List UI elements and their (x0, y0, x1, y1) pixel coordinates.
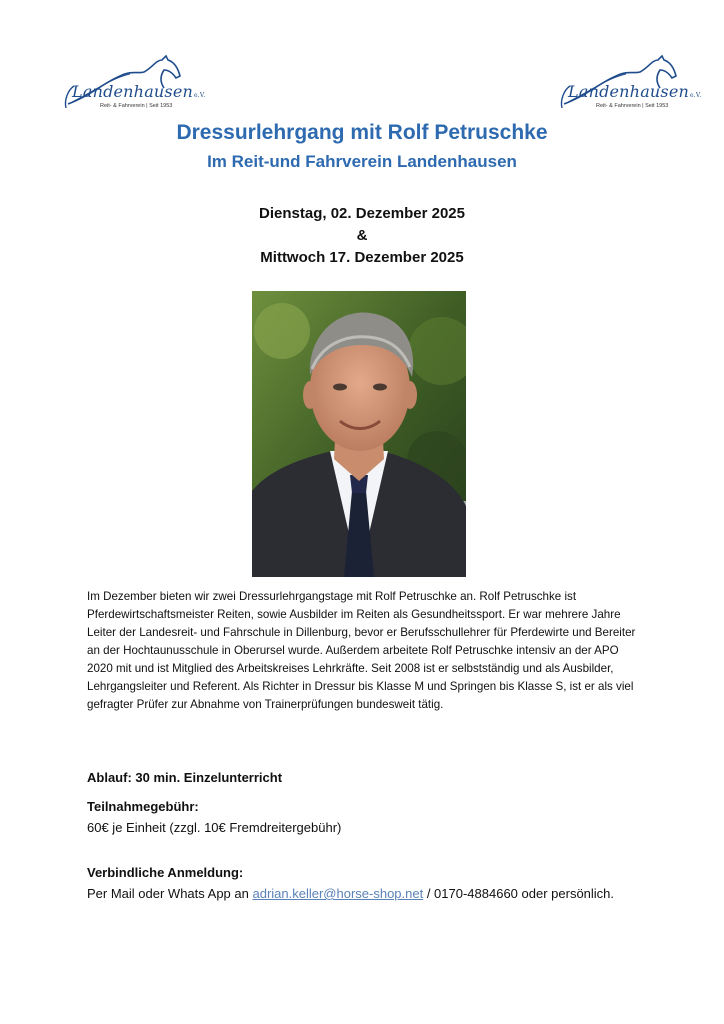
date-line-2: Mittwoch 17. Dezember 2025 (260, 249, 464, 266)
page-subtitle: Im Reit-und Fahrverein Landenhausen (207, 152, 517, 171)
trainer-biography (87, 588, 647, 714)
trainer-photo (252, 291, 466, 577)
fee-text: 60€ je Einheit (zzgl. 10€ Fremdreitergebühr) (87, 820, 342, 835)
club-logo-right (556, 52, 702, 118)
logo-brand-text: Landenhausene.V. (568, 82, 702, 101)
portrait-photo-icon (252, 291, 466, 577)
date-line-1: Dienstag, 02. Dezember 2025 (259, 205, 465, 222)
email-link[interactable]: adrian.keller@horse-shop.net (252, 886, 424, 901)
page-title: Dressurlehrgang mit Rolf Petruschke (176, 121, 548, 144)
club-logo-left (60, 52, 206, 118)
fee-label: Teilnahmegebühr: (87, 799, 199, 814)
logo-tagline: Reit- & Fahrverein | Seit 1953 (596, 103, 669, 109)
event-dates (0, 203, 724, 269)
registration-section (87, 862, 647, 904)
bio-paragraph: Im Dezember bieten wir zwei Dressurlehrgangstage mit Rolf Petruschke an. Rolf Petruschke ist Pferdewirtschaftsmeister Reiten, sowie Ausbilder im Reiten als Gesundheitssport. Er war mehrere Jahre Leiter der Landesreit- und Fahrschule in Dillenburg, bevor er Berufsschullehrer für Pferdewirte und Bereiter an der Hochtaunusschule in Oberursel wurde. Außerdem arbeitete Rolf Petruschke intensiv an der APO 2020 mit und ist Mitglied des Arbeitskreises Lehrkräfte. Seit 2008 ist er selbstständig und als Ausbilder, Lehrgangsleiter und Referent. Als Richter in Dressur bis Klasse M und Springen bis Klasse S, ist er als viel gefragter Prüfer zur Abnahme von Trainerprüfungen bundesweit tätig. (87, 590, 636, 711)
registration-suffix: / 0170-4884660 oder persönlich. (423, 886, 615, 901)
logo-brand-text: Landenhausene.V. (72, 82, 206, 101)
fee-section (87, 796, 647, 838)
logo-tagline: Reit- & Fahrverein | Seit 1953 (100, 103, 173, 109)
registration-text (87, 883, 647, 904)
schedule-info: Ablauf: 30 min. Einzelunterricht (87, 770, 283, 785)
registration-label: Verbindliche Anmeldung: (87, 865, 244, 880)
registration-prefix: Per Mail oder Whats App an (87, 886, 253, 901)
date-connector: & (356, 227, 368, 244)
